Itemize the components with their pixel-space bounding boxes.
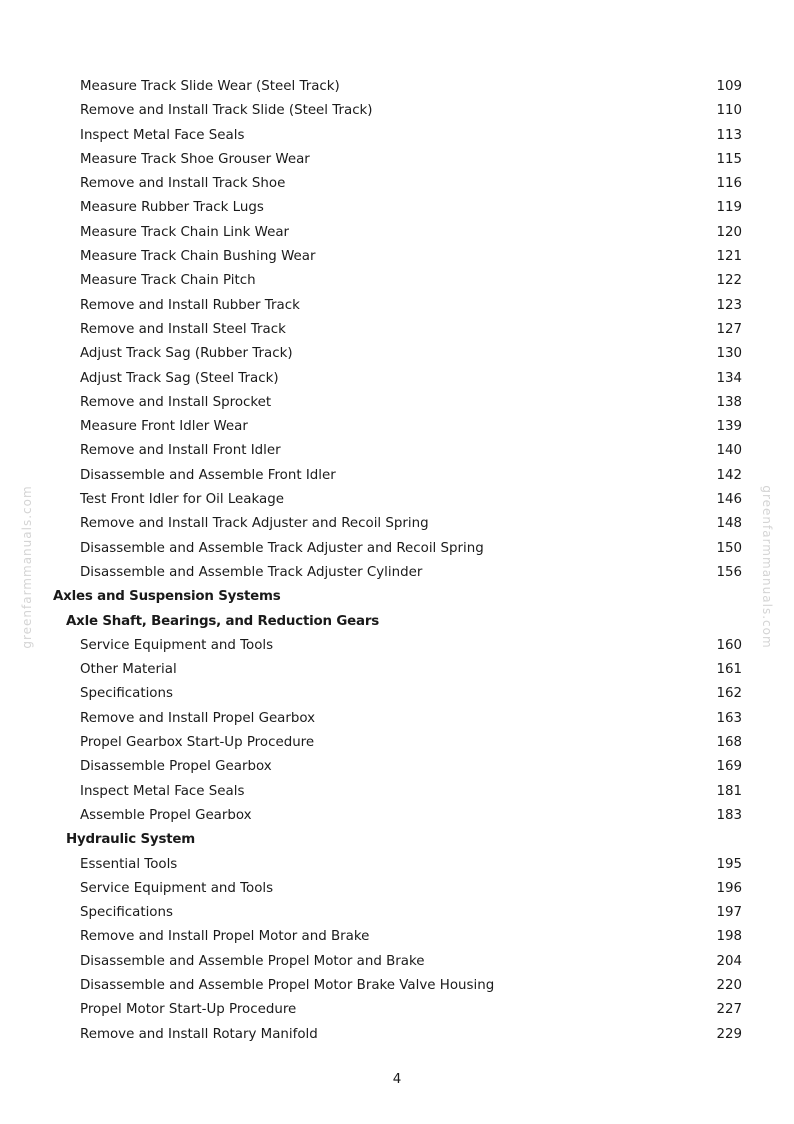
toc-entry-title: Remove and Install Rotary Manifold	[80, 1026, 318, 1042]
toc-entry-page: 121	[716, 249, 742, 265]
toc-entry-title: Remove and Install Steel Track	[80, 321, 286, 337]
toc-entry-title: Remove and Install Propel Gearbox	[80, 710, 316, 726]
toc-entry[interactable]	[0, 196, 794, 220]
toc-entry-title: Disassemble and Assemble Front Idler	[80, 467, 336, 483]
toc-entry-title: Disassemble and Assemble Propel Motor Brake Valve Housing	[80, 977, 495, 993]
toc-entry-title: Remove and Install Propel Motor and Brake	[80, 929, 370, 945]
toc-entry-page: 127	[716, 321, 742, 337]
toc-entry[interactable]	[0, 124, 794, 148]
toc-entry[interactable]	[0, 925, 794, 949]
toc-entry[interactable]	[0, 391, 794, 415]
toc-entry-title: Measure Track Slide Wear (Steel Track)	[80, 79, 340, 94]
watermark-left: greenfarmmanuals.com	[20, 485, 34, 649]
toc-entry[interactable]	[0, 148, 794, 172]
toc-entry-title: Remove and Install Track Adjuster and Recoil Spring	[80, 516, 429, 532]
toc-entry[interactable]	[0, 731, 794, 755]
toc-entry-title: Disassemble and Assemble Propel Motor and Brake	[80, 953, 425, 969]
toc-entry-title: Inspect Metal Face Seals	[80, 783, 245, 799]
toc-entry[interactable]	[0, 901, 794, 925]
toc-entry[interactable]	[0, 877, 794, 901]
toc-entry-title: Measure Front Idler Wear	[80, 419, 248, 435]
toc-entry-page: 122	[716, 273, 742, 289]
toc-entry[interactable]	[0, 780, 794, 804]
toc-entry-title: Adjust Track Sag (Steel Track)	[80, 370, 279, 386]
toc-entry[interactable]	[0, 561, 794, 585]
toc-entry-title: Axles and Suspension Systems	[53, 589, 281, 605]
toc-entry[interactable]	[0, 439, 794, 463]
toc-entry-page: 195	[716, 856, 742, 872]
toc-entry-title: Disassemble and Assemble Track Adjuster Cylinder	[80, 564, 423, 580]
toc-entry-title: Measure Rubber Track Lugs	[80, 200, 264, 216]
toc-entry[interactable]	[0, 99, 794, 123]
watermark-right: greenfarmmanuals.com	[760, 485, 774, 649]
toc-entry[interactable]	[0, 1023, 794, 1047]
toc-entry-title: Measure Track Chain Link Wear	[80, 224, 290, 240]
toc-entry-title: Measure Track Shoe Grouser Wear	[80, 151, 310, 167]
toc-entry-page: 120	[716, 224, 742, 240]
toc-entry[interactable]	[0, 682, 794, 706]
toc-entry[interactable]	[0, 707, 794, 731]
toc-entry[interactable]	[0, 464, 794, 488]
toc-entry[interactable]	[0, 950, 794, 974]
page-number: 4	[392, 1072, 402, 1087]
toc-entry[interactable]	[0, 658, 794, 682]
toc-entry[interactable]	[0, 853, 794, 877]
toc-entry-page: 181	[716, 783, 742, 799]
toc-entry-page: 116	[716, 176, 742, 192]
toc-entry-page: 113	[716, 127, 742, 143]
toc-entry[interactable]	[0, 998, 794, 1022]
toc-entry[interactable]	[0, 269, 794, 293]
toc-entry[interactable]	[0, 342, 794, 366]
toc-entry[interactable]	[0, 221, 794, 245]
toc-entry[interactable]	[0, 415, 794, 439]
toc-entry-page: 142	[716, 467, 742, 483]
toc-entry-title: Adjust Track Sag (Rubber Track)	[80, 346, 293, 362]
toc-entry-page: 134	[716, 370, 742, 386]
toc-entry[interactable]	[0, 245, 794, 269]
toc-entry-page: 197	[716, 905, 742, 921]
toc-entry[interactable]	[0, 974, 794, 998]
toc-entry[interactable]	[0, 537, 794, 561]
toc-entry-title: Measure Track Chain Bushing Wear	[80, 249, 316, 265]
toc-entry-page: 130	[716, 346, 742, 362]
toc-entry-page: 183	[716, 807, 742, 823]
toc-entry-page: 109	[716, 79, 742, 94]
toc-entry-title: Assemble Propel Gearbox	[80, 807, 252, 823]
toc-entry-page: 150	[716, 540, 742, 556]
toc-entry-title: Disassemble and Assemble Track Adjuster and Recoil Spring	[80, 540, 484, 556]
toc-entry-title: Test Front Idler for Oil Leakage	[80, 492, 284, 508]
toc-entry-title: Other Material	[80, 662, 177, 678]
toc-entry-page: 169	[716, 759, 742, 775]
toc-entry-title: Remove and Install Rubber Track	[80, 297, 300, 313]
toc-entry-page: 163	[716, 710, 742, 726]
toc-entry-title: Specifications	[80, 686, 173, 702]
toc-entry-page: 168	[716, 735, 742, 751]
toc-entry-page: 146	[716, 492, 742, 508]
toc-entry-title: Remove and Install Track Slide (Steel Track)	[80, 103, 373, 119]
toc-section-heading[interactable]	[0, 828, 794, 852]
toc-entry[interactable]	[0, 294, 794, 318]
toc-entry-page: 140	[716, 443, 742, 459]
toc-entry-page: 138	[716, 394, 742, 410]
toc-entry-page: 160	[716, 637, 742, 653]
toc-entry[interactable]	[0, 367, 794, 391]
toc-entry-page: 115	[716, 151, 742, 167]
toc-entry[interactable]	[0, 512, 794, 536]
toc-entry-title: Service Equipment and Tools	[80, 637, 274, 653]
toc-entry[interactable]	[0, 634, 794, 658]
toc-entry-page: 196	[716, 880, 742, 896]
toc-entry-title: Essential Tools	[80, 856, 178, 872]
toc-entry[interactable]	[0, 804, 794, 828]
toc-entry-page: 204	[716, 953, 742, 969]
toc-entry-page: 110	[716, 103, 742, 119]
toc-entry-title: Inspect Metal Face Seals	[80, 127, 245, 143]
toc-entry-page: 198	[716, 929, 742, 945]
toc-entry-title: Propel Motor Start-Up Procedure	[80, 1002, 297, 1018]
toc-entry-title: Disassemble Propel Gearbox	[80, 759, 272, 775]
toc-entry-title: Remove and Install Sprocket	[80, 394, 272, 410]
toc-entry-page: 123	[716, 297, 742, 313]
toc-entry[interactable]	[0, 488, 794, 512]
toc-entry-title: Propel Gearbox Start-Up Procedure	[80, 735, 315, 751]
toc-entry-page: 162	[716, 686, 742, 702]
toc-entry-page: 161	[716, 662, 742, 678]
toc-entry-page: 229	[716, 1026, 742, 1042]
toc-entry-page: 227	[716, 1002, 742, 1018]
table-of-contents	[0, 75, 794, 1047]
toc-entry-title: Hydraulic System	[66, 832, 196, 848]
toc-entry-title: Service Equipment and Tools	[80, 880, 274, 896]
toc-section-heading[interactable]	[0, 610, 794, 634]
toc-entry-page: 156	[716, 564, 742, 580]
toc-entry[interactable]	[0, 318, 794, 342]
toc-entry-page: 148	[716, 516, 742, 532]
toc-entry[interactable]	[0, 75, 794, 99]
toc-entry-title: Axle Shaft, Bearings, and Reduction Gears	[66, 613, 380, 629]
toc-entry-page: 220	[716, 977, 742, 993]
toc-entry-page: 119	[716, 200, 742, 216]
toc-chapter-heading[interactable]	[0, 585, 794, 609]
toc-entry-title: Remove and Install Front Idler	[80, 443, 281, 459]
toc-entry[interactable]	[0, 172, 794, 196]
toc-entry-title: Specifications	[80, 905, 173, 921]
toc-entry-page: 139	[716, 419, 742, 435]
toc-entry-title: Remove and Install Track Shoe	[80, 176, 286, 192]
toc-entry[interactable]	[0, 755, 794, 779]
toc-entry-title: Measure Track Chain Pitch	[80, 273, 256, 289]
